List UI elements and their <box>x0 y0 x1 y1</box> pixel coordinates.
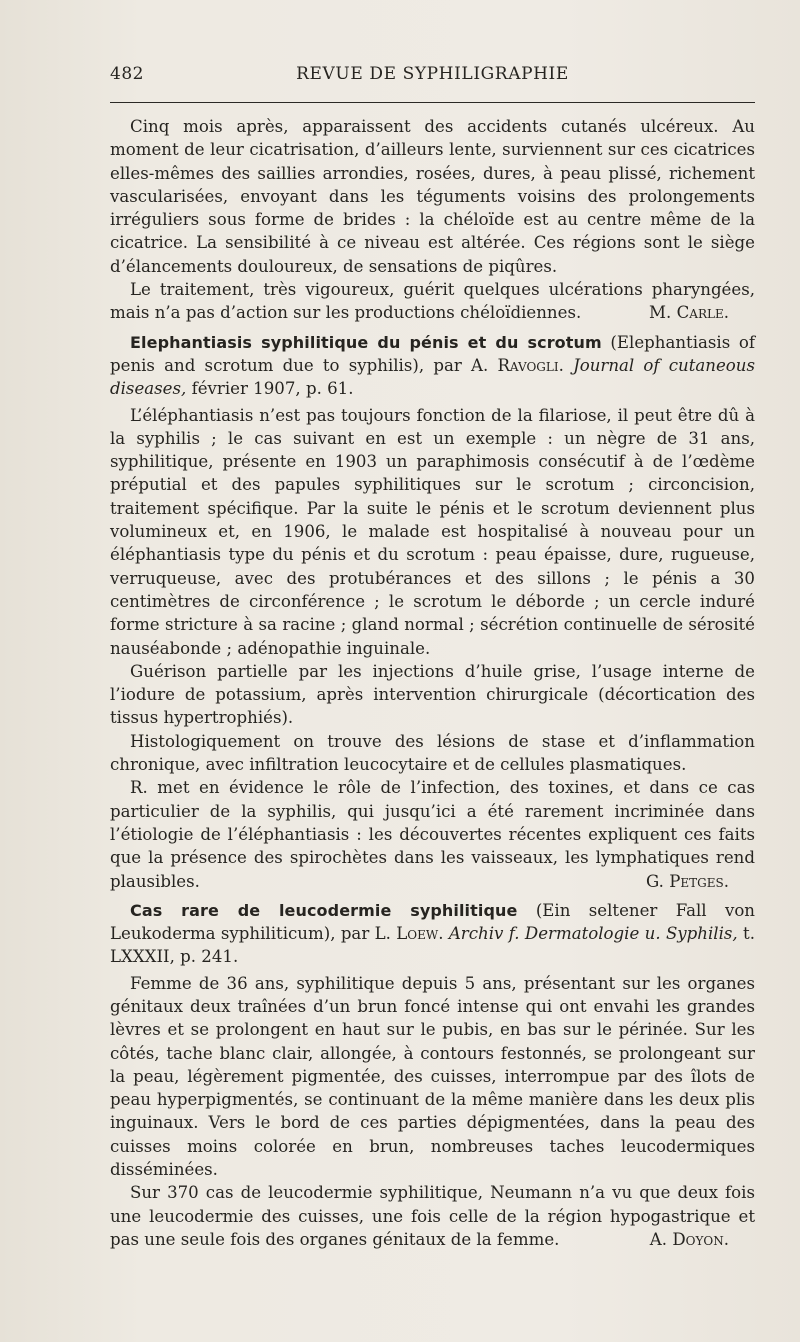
paragraph-text: Le traitement, très vigoureux, guérit quelques ulcérations pharyngées, mais n’a pas d’action sur les productions chéloïdiennes. <box>110 280 755 323</box>
paragraph-text: Sur 370 cas de leucodermie syphilitique, Neumann n’a vu que deux fois une leucodermie des cuisses, une fois celle de la région hypogastrique et pas une seule fois des organes génitaux de la femme. <box>110 1183 755 1249</box>
review-author: A. Doyon. <box>649 1229 729 1249</box>
citation-end: t. LXXXII, p. 241. <box>110 924 756 967</box>
paragraph: Cinq mois après, apparaissent des accidents cutanés ulcéreux. Au moment de leur cicatrisation, d’ailleurs lente, surviennent sur ces cicatrices elles-mêmes des saillies arrondies, rosées, dures, à peau plissé, richement vascularisées, envoyant dans les téguments voisins des prolongements irréguliers sous forme de brides : la chéloïde est au centre même de la cicatrice. La sensibilité à ce niveau est altérée. Ces régions sont le siège d’élancements douloureux, de sensations de piqûres. <box>110 117 755 276</box>
paragraph-text: R. met en évidence le rôle de l’infection, des toxines, et dans ce cas particulier de la syphilis, qui jusqu’ici a été rarement incriminée dans l’étiologie de l’éléphantiasis : les découvertes récentes expliquent ces faits que la présence des spirochètes dans les vaisseaux, les lymphatiques rend plausibles. <box>110 778 755 891</box>
running-title: REVUE DE SYPHILIGRAPHIE <box>296 64 569 84</box>
journal-name: Journal of cutaneous diseases, <box>110 355 755 399</box>
paragraph-with-signature <box>110 1181 755 1251</box>
paragraph: Guérison partielle par les injections d’huile grise, l’usage interne de l’iodure de potassium, après intervention chirurgicale (décortication des tissus hypertrophiés). <box>110 661 755 728</box>
journal-name: Archiv f. Dermatologie u. Syphilis, <box>448 924 738 944</box>
paragraph: Femme de 36 ans, syphilitique depuis 5 ans, présentant sur les organes génitaux deux traînées d’un brun foncé intense qui ont envahi les grandes lèvres et se prolongent en haut sur le pubis, en bas sur le périnée. Sur les côtés, tache blanc clair, allongée, à contours festonnés, se prolongeant sur la peau, légèrement pigmentée, des cuisses, interrompue par des îlots de peau hyperpigmentés, se continuant de la même manière dans les deux plis inguinaux. Vers le bord de ces parties dépigmentées, dans la peau des cuisses moins colorée en brun, nombreuses taches leucodermiques disséminées. <box>110 973 755 1180</box>
article-title: Cas rare de leucodermie syphilitique <box>130 900 518 920</box>
paragraph: L’éléphantiasis n’est pas toujours fonction de la filariose, il peut être dû à la syphilis ; le cas suivant en est un exemple : un nègre de 31 ans, syphilitique, présente en 1903 un paraphimosis consécutif à de l’œdème préputial et des papules syphilitiques sur le scrotum ; circoncision, traitement spécifique. Par la suite le pénis et le scrotum deviennent plus volumineux et, en 1906, le malade est hospitalisé à nouveau pour un éléphantiasis type du pénis et du scrotum : peau épaisse, dure, rugueuse, verruqueuse, avec des protubérances et des sillons ; le pénis a 30 centimètres de circonférence ; le scrotum le déborde ; un cercle induré forme stricture à sa racine ; gland normal ; sécrétion continuelle de sérosité nauséabonde ; adénopathie inguinale. <box>110 405 755 658</box>
paragraph-with-signature <box>110 776 755 892</box>
page-header <box>110 60 755 90</box>
article-title: Elephantiasis syphilitique du pénis et du scrotum <box>130 332 602 352</box>
citation-open: (Elephantiasis of penis and scrotum due to syphilis), par A. <box>110 332 755 375</box>
article-heading <box>110 899 755 969</box>
cited-author: Loew <box>396 924 439 944</box>
header-rule <box>110 102 755 103</box>
citation-end: février 1907, p. 61. <box>186 379 354 399</box>
citation-mid: . <box>438 924 449 944</box>
page-number: 482 <box>110 64 144 84</box>
article-heading <box>110 331 755 401</box>
paragraph: Histologiquement on trouve des lésions de stase et d’inflammation chronique, avec infiltration leucocytaire et de cellules plasmatiques. <box>110 731 755 775</box>
review-author: G. Petges. <box>646 871 729 891</box>
review-author: M. Carle. <box>649 303 729 323</box>
citation-open: (Ein seltener Fall von Leukoderma syphiliticum), par L. <box>110 900 755 944</box>
citation-mid: . <box>558 355 574 375</box>
cited-author: Ravogli <box>497 355 559 375</box>
paragraph-with-signature <box>110 278 755 325</box>
body-text <box>110 115 755 1251</box>
